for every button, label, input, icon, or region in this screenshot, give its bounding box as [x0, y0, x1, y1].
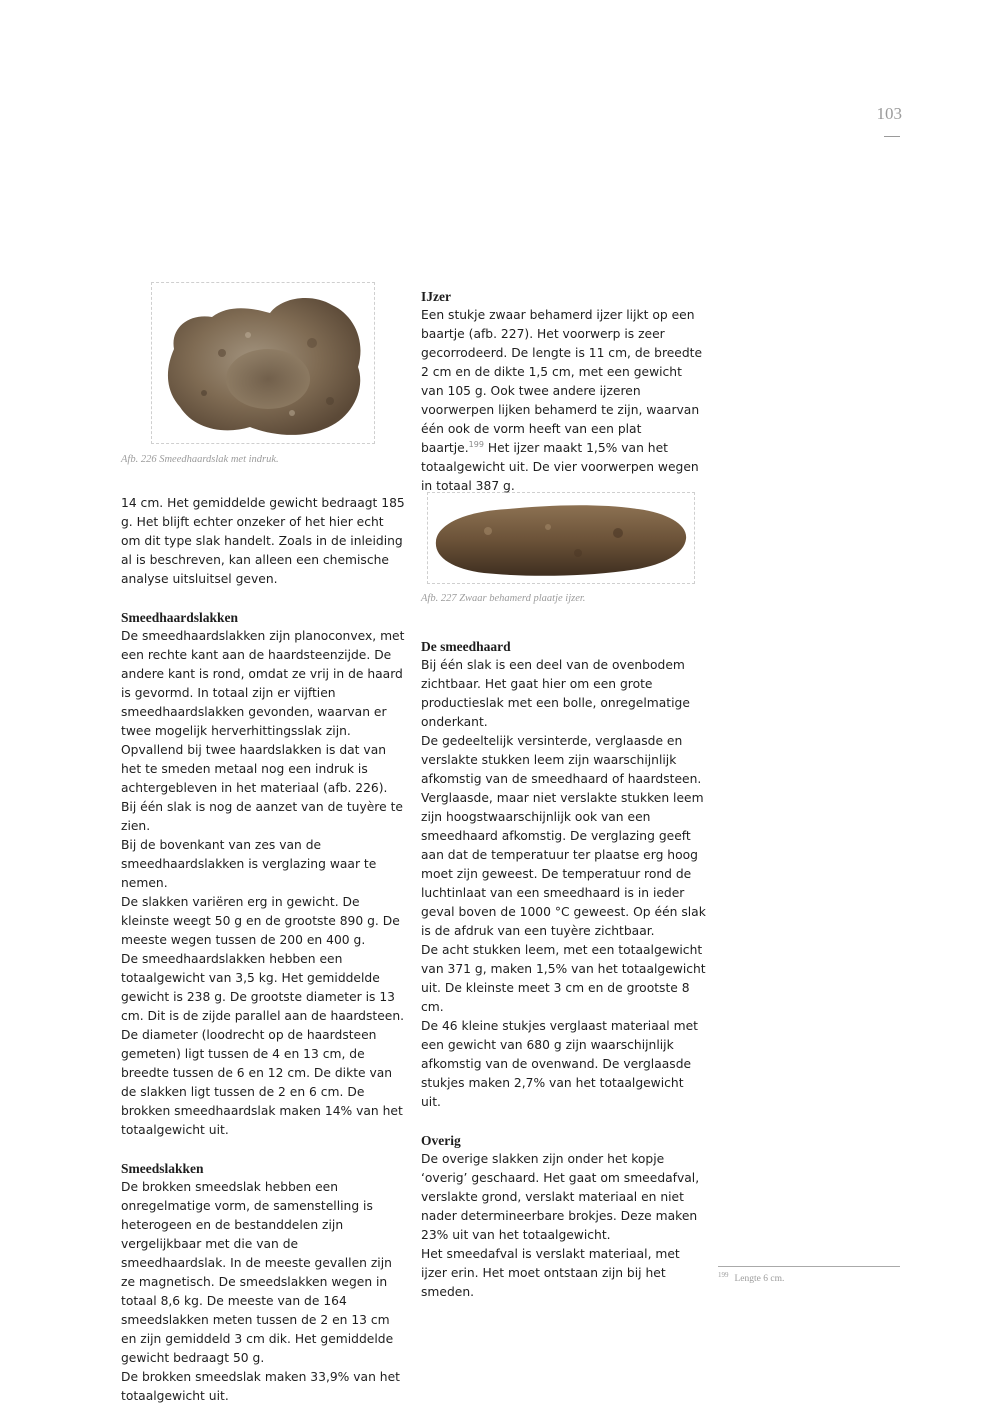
paragraph: De acht stukken leem, met een totaalgewicht van 371 g, maken 1,5% van het totaalgewicht uit. De kleinste meet 3 cm en de grootste 8 cm. — [421, 943, 706, 1014]
paragraph: Bij één slak is een deel van de ovenbodem zichtbaar. Het gaat hier om een grote productieslak met een bolle, onregelmatige onderkant. — [421, 658, 690, 729]
page-number: 103 — [876, 104, 902, 123]
paragraph: De brokken smeedslak hebben een onregelmatige vorm, de samenstelling is heterogeen en de bestanddelen zijn vergelijkbaar met die van de smeedhaardslak. In de meeste gevallen zijn ze magnetisch. De smeedslakken wegen in totaal 8,6 kg. De meeste van de 164 smeedslakken meten tussen de 2 en 13 cm en zijn gemiddeld 3 cm dik. Het gemiddelde gewicht bedraagt 50 g. — [121, 1180, 394, 1365]
text: Een stukje zwaar behamerd ijzer lijkt op een baartje (afb. 227). Het voorwerp is zeer gecorrodeerd. De lengte is 11 cm, de breedte 2 cm en de dikte 1,5 cm, met een gewicht van 105 g. Ook twee andere ijzeren voorwerpen lijken behamerd te zijn, waarvan één ook de vorm heeft van een plat baartje. — [421, 308, 703, 455]
footnote-text: Lengte 6 cm. — [734, 1274, 785, 1285]
heading-smeedhaardslakken: Smeedhaardslakken — [121, 610, 239, 625]
text: Het ijzer maakt 1,5% van het totaalgewicht uit. De vier voorwerpen wegen in totaal 387 g. — [421, 441, 699, 493]
figure-227-iron-bar-photo — [427, 492, 695, 584]
paragraph: De smeedhaardslakken hebben een totaalgewicht van 3,5 kg. Het gemiddelde gewicht is 238 g. De grootste diameter is 13 cm. Dit is de zijde parallel aan de haardsteen. De diameter (loodrecht op de haardsteen gemeten) ligt tussen de 4 en 13 cm, de breedte tussen de 6 en 12 cm. De dikte van de slakken ligt tussen de 2 en 6 cm. De brokken smeedhaardslak maken 14% van het totaalgewicht uit. — [121, 952, 405, 1137]
continuation-paragraph: 14 cm. Het gemiddelde gewicht bedraagt 185 g. Het blijft echter onzeker of het hier echt om dit type slak handelt. Zoals in de inleiding al is beschreven, kan alleen een chemische analyse uitsluitsel geven. — [121, 496, 405, 586]
paragraph: De slakken variëren erg in gewicht. De kleinste weegt 50 g en de grootste 890 g. De meeste wegen tussen de 200 en 400 g. — [121, 895, 400, 947]
heading-smeedslakken: Smeedslakken — [121, 1161, 204, 1176]
footnote-reference[interactable]: 199 — [468, 439, 484, 449]
paragraph: Bij één slak is nog de aanzet van de tuyère te zien. — [121, 800, 403, 833]
paragraph: De gedeeltelijk versinterde, verglaasde en verslakte stukken leem zijn waarschijnlijk afkomstig van de smeedhaard of haardsteen. Verglaasde, maar niet verslakte stukken leem zijn hoogstwaarschijnlijk ook van een smeedhaard afkomstig. De verglazing geeft aan dat de temperatuur ter plaatse erg hoog moet zijn geweest. De temperatuur rond de luchtinlaat van een smeedhaard is in ieder geval boven de 1000 °C geweest. Op één slak is de afdruk van een tuyère zichtbaar. — [421, 734, 706, 938]
footnote-number: 199 — [718, 1271, 729, 1279]
paragraph — [421, 306, 706, 496]
figure-226-smeedhaardslak-photo — [151, 282, 375, 444]
page-number-rule — [884, 136, 900, 137]
iron-bar-image — [428, 493, 694, 583]
right-column-smeedhaard — [421, 637, 706, 1302]
paragraph: Bij de bovenkant van zes van de smeedhaardslakken is verglazing waar te nemen. — [121, 838, 377, 890]
footnote — [718, 1271, 784, 1284]
figure-226-caption: Afb. 226 Smeedhaardslak met indruk. — [121, 454, 279, 465]
right-column-ijzer — [421, 287, 706, 496]
heading-de-smeedhaard: De smeedhaard — [421, 639, 511, 654]
paragraph: De overige slakken zijn onder het kopje ‘overig’ geschaard. Het gaat om smeedafval, verslakte grond, verslakt materiaal en niet nader determineerbare brokjes. Deze maken 23% uit van het totaalgewicht. — [421, 1152, 700, 1242]
paragraph: Het smeedafval is verslakt materiaal, met ijzer erin. Het moet ontstaan zijn bij het smeden. — [421, 1247, 680, 1299]
slag-lump-image — [152, 283, 374, 443]
paragraph: De smeedhaardslakken zijn planoconvex, met een rechte kant aan de haardsteenzijde. De andere kant is rond, omdat ze vrij in de haard is gevormd. In totaal zijn er vijftien smeedhaardslakken gevonden, waarvan er twee mogelijk herverhittingsslak zijn. Opvallend bij twee haardslakken is dat van het te smeden metaal nog een indruk is achtergebleven in het materiaal (afb. 226). — [121, 629, 405, 795]
paragraph: De 46 kleine stukjes verglaast materiaal met een gewicht van 680 g zijn waarschijnlijk afkomstig van de ovenwand. De verglaasde stukjes maken 2,7% van het totaalgewicht uit. — [421, 1019, 698, 1109]
heading-overig: Overig — [421, 1133, 461, 1148]
figure-227-caption: Afb. 227 Zwaar behamerd plaatje ijzer. — [421, 593, 586, 604]
paragraph: De brokken smeedslak maken 33,9% van het totaalgewicht uit. — [121, 1370, 400, 1403]
left-column-text — [121, 494, 406, 1406]
footnote-rule — [718, 1266, 900, 1267]
heading-ijzer: IJzer — [421, 289, 451, 304]
